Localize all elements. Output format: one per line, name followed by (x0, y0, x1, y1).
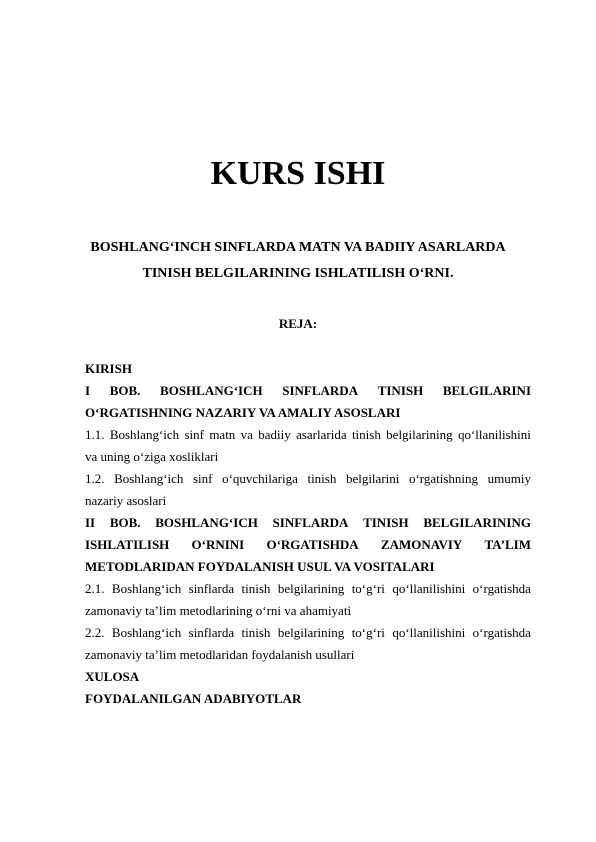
toc-word: SINFLARDA (282, 383, 359, 398)
toc-conclusion: XULOSA (85, 669, 140, 684)
toc-word: II (85, 515, 96, 530)
toc-word: belgilarining (277, 581, 345, 596)
toc-word: tinish (351, 427, 381, 442)
subtitle-line-2: TINISH BELGILARINING ISHLATILISH O‘RNI. (142, 266, 454, 281)
toc-chapter-2-line-2 (85, 534, 531, 556)
toc-word: O‘RNINI (191, 537, 245, 552)
toc-word: ZAMONAVIY (380, 537, 463, 552)
toc-word: o‘quvchilariga (222, 471, 298, 486)
toc-word: ISHLATILISH (85, 537, 170, 552)
toc-chapter-2-line-3: METODLARIDAN FOYDALANISH USUL VA VOSITALARI (85, 559, 435, 574)
toc-word: Boshlang‘ich (111, 625, 182, 640)
toc-chapter-1-line-2: O‘RGATISHNING NAZARIY VA AMALIY ASOSLARI (85, 405, 401, 420)
toc-word: umumiy (487, 471, 531, 486)
toc-word: va (240, 427, 253, 442)
toc-word: TA’LIM (484, 537, 531, 552)
toc-word: BOB. (109, 515, 141, 530)
toc-word: SINFLARDA (272, 515, 349, 530)
toc-word: belgilarining (277, 625, 345, 640)
toc-word: BOSHLANG‘ICH (155, 515, 258, 530)
toc-word: TINISH (363, 515, 409, 530)
toc-word: asarlarida (296, 427, 347, 442)
toc-word: Boshlang‘ich (114, 471, 184, 486)
toc-section-2-1-line-2: zamonaviy ta’lim metodlarining o‘rni va ahamiyati (85, 603, 352, 618)
toc-word: BOSHLANG‘ICH (160, 383, 263, 398)
toc-word: o‘rgatishning (408, 471, 479, 486)
toc-section-1-1-line-1 (85, 424, 531, 446)
toc-section-1-2-line-1 (85, 468, 531, 490)
toc-word: I (85, 383, 91, 398)
toc-word: sinf (184, 427, 204, 442)
document-title: KURS ISHI (210, 155, 386, 192)
subtitle-line-1: BOSHLANG‘INCH SINFLARDA MATN VA BADIIY ASARLARDA (90, 240, 506, 255)
toc-word: 1.2. (85, 471, 105, 486)
toc-section-1-2-line-2: nazariy asoslari (85, 493, 167, 508)
plan-heading: REJA: (278, 316, 318, 331)
toc-word: BELGILARINI (442, 383, 531, 398)
table-of-contents (85, 358, 531, 710)
toc-word: belgilarini (345, 471, 400, 486)
toc-chapter-2-line-1 (85, 512, 531, 534)
toc-chapter-1-line-1 (85, 380, 531, 402)
toc-word: tinish (241, 581, 271, 596)
toc-section-2-2-line-2: zamonaviy ta’lim metodlaridan foydalanish usullari (85, 647, 355, 662)
toc-word: TINISH (377, 383, 424, 398)
toc-word: sinflarda (188, 581, 235, 596)
toc-section-2-1-line-1 (85, 578, 531, 600)
toc-word: Boshlang‘ich (109, 427, 180, 442)
toc-word: sinflarda (188, 625, 235, 640)
toc-intro: KIRISH (85, 361, 132, 376)
toc-section-1-1-line-2: va uning o‘ziga xosliklari (85, 449, 219, 464)
toc-word: BOB. (109, 383, 141, 398)
toc-word: matn (209, 427, 236, 442)
toc-word: O‘RGATISHDA (266, 537, 359, 552)
toc-word: 2.2. (85, 625, 105, 640)
toc-word: o‘rgatishda (472, 581, 531, 596)
toc-word: qo‘llanilishini (392, 625, 466, 640)
toc-word: 2.1. (85, 581, 105, 596)
toc-word: 1.1. (85, 427, 105, 442)
toc-references: FOYDALANILGAN ADABIYOTLAR (85, 691, 302, 706)
toc-word: tinish (241, 625, 271, 640)
toc-word: to‘g‘ri (351, 625, 385, 640)
toc-word: BELGILARINING (423, 515, 531, 530)
toc-word: Boshlang‘ich (111, 581, 182, 596)
toc-word: to‘g‘ri (351, 581, 385, 596)
toc-word: qo‘llanilishini (457, 427, 531, 442)
toc-word: badiiy (258, 427, 291, 442)
toc-word: sinf (192, 471, 213, 486)
toc-word: o‘rgatishda (472, 625, 531, 640)
toc-section-2-2-line-1 (85, 622, 531, 644)
toc-word: qo‘llanilishini (392, 581, 466, 596)
toc-word: tinish (307, 471, 337, 486)
toc-word: belgilarining (386, 427, 453, 442)
